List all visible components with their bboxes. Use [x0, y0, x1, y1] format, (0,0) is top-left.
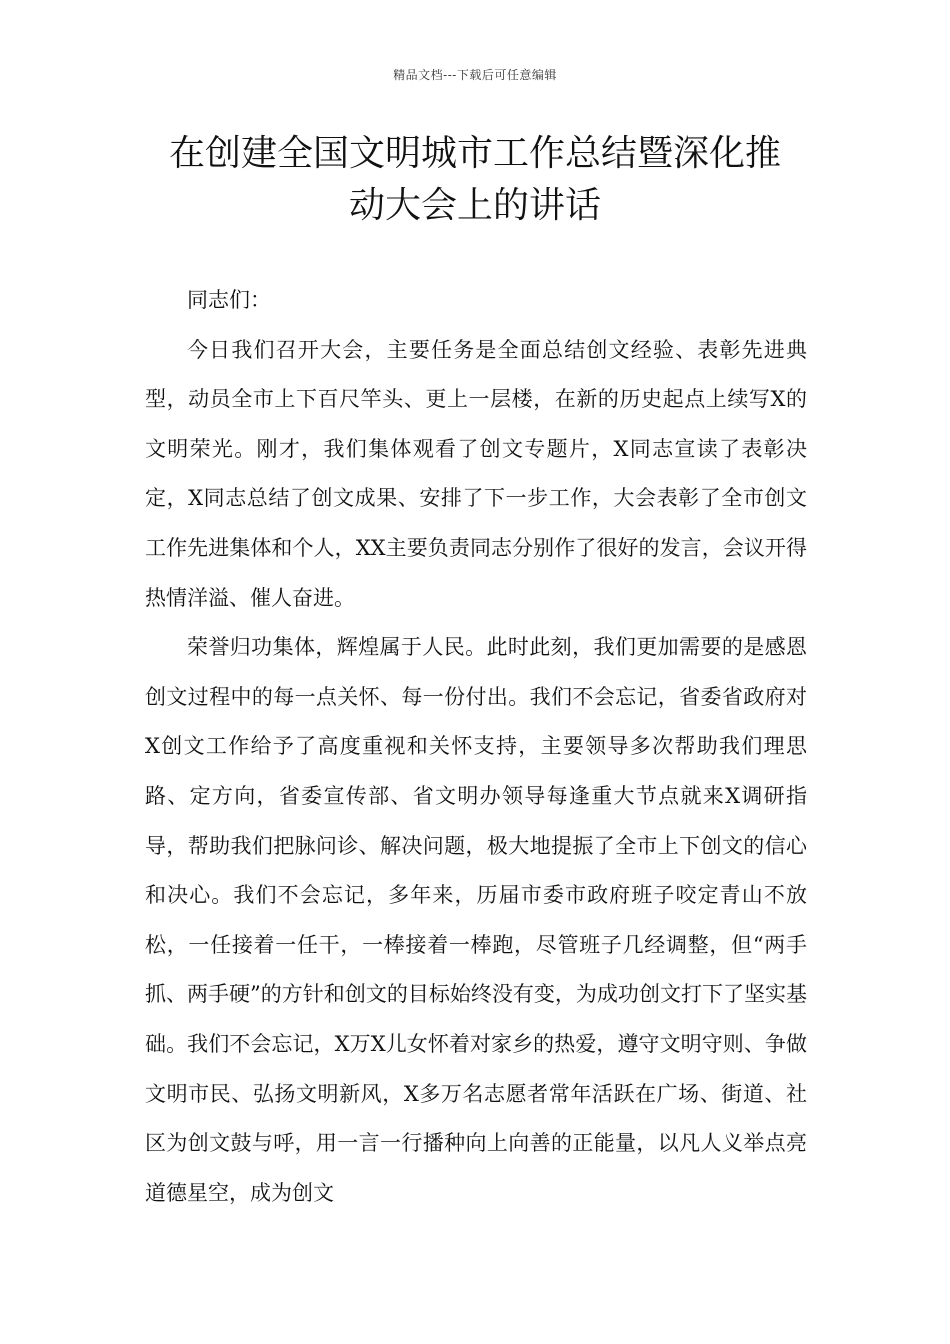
document-title — [140, 128, 810, 232]
title-line: 在创建全国文明城市工作总结暨深化推 — [168, 133, 781, 174]
salutation: 同志们： — [187, 288, 271, 312]
paragraph: 荣誉归功集体，辉煌属于人民。此时此刻，我们更加需要的是感恩创文过程中的每一点关怀、每一份付出。我们不会忘记，省委省政府对X创文工作给予了高度重视和关怀支持，主要领导多次帮助我们理思路、定方向，省委宣传部、省文明办领导每逢重大节点就来X调研指导，帮助我们把脉问诊、解决问题，极大地提振了全市上下创文的信心和决心。我们不会忘记，多年来，历届市委市政府班子咬定青山不放松，一任接着一任干，一棒接着一棒跑，尽管班子几经调整，但“两手抓、两手硬”的方针和创文的目标始终没有变，为成功创文打下了坚实基础。我们不会忘记，X万X儿女怀着对家乡的热爱，遵守文明守则、争做文明市民、弘扬文明新风，X多万名志愿者常年活跃在广场、街道、社区为创文鼓与呼，用一言一行播种向上向善的正能量，以凡人义举点亮道德星空，成为创文 — [145, 635, 807, 1205]
header-note: 精品文档---下载后可任意编辑 — [393, 68, 557, 82]
paragraph: 今日我们召开大会，主要任务是全面总结创文经验、表彰先进典型，动员全市上下百尺竿头、更上一层楼，在新的历史起点上续写X的文明荣光。刚才，我们集体观看了创文专题片，X同志宣读了表彰决定，X同志总结了创文成果、安排了下一步工作，大会表彰了全市创文工作先进集体和个人，XX主要负责同志分别作了很好的发言，会议开得热情洋溢、催人奋进。 — [145, 337, 807, 610]
body-text — [145, 276, 807, 1218]
title-line: 动大会上的讲话 — [348, 185, 601, 226]
